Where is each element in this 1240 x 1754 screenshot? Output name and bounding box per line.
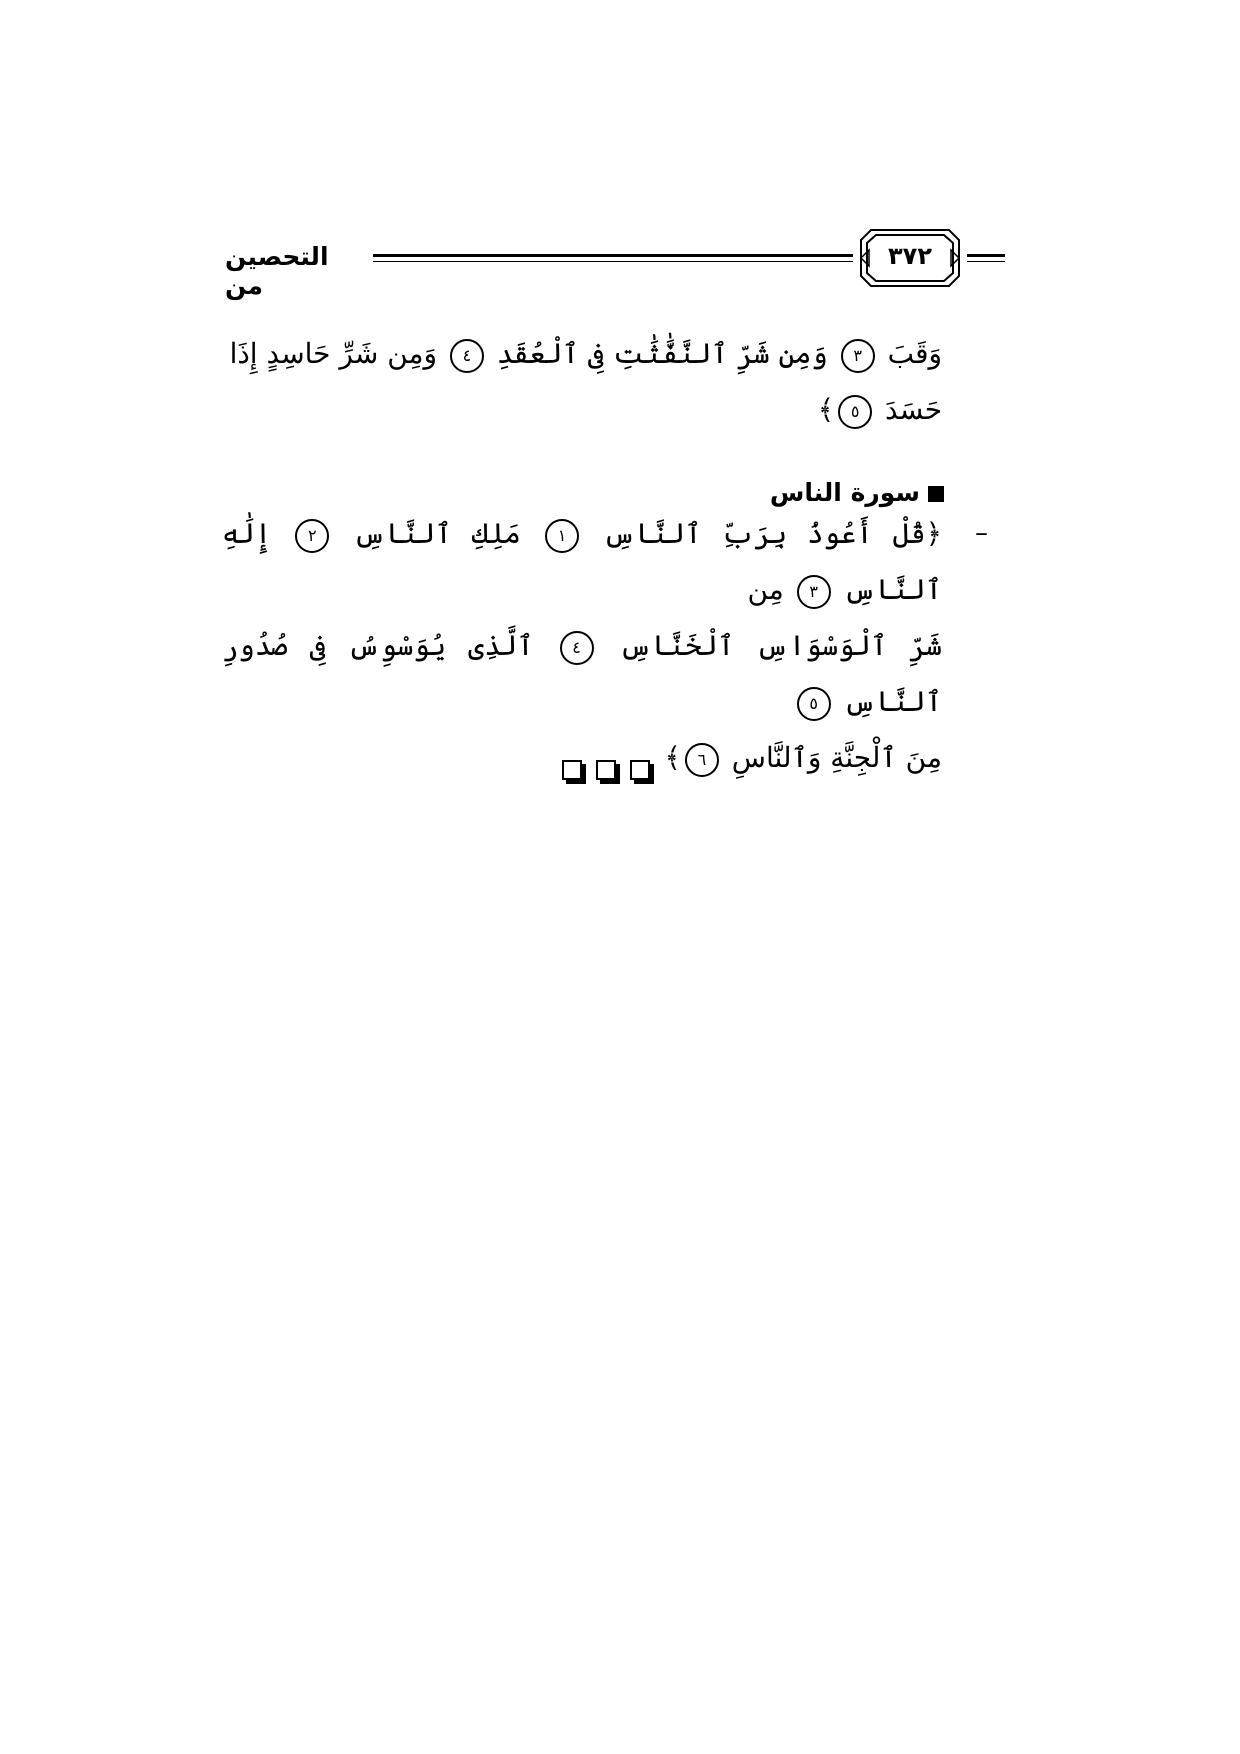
ayah-marker: ٥ <box>797 687 831 721</box>
shadow-square-icon <box>562 760 582 780</box>
ayah-marker: ٣ <box>841 339 875 373</box>
ayah-marker: ٤ <box>450 339 484 373</box>
section-heading <box>700 478 944 507</box>
verse-text: ﴿قُلْ أَعُوذُ بِرَبِّ ٱلنَّاسِ <box>603 517 943 550</box>
ayah-marker: ١ <box>545 519 579 553</box>
header-rule-right <box>967 254 1005 262</box>
surah-falaq-ending <box>222 326 942 438</box>
verse-text: إِلَٰهِ ٱلنَّاسِ <box>222 517 942 606</box>
ayah-marker: ٣ <box>797 575 831 609</box>
verse-text: مِن <box>747 573 784 606</box>
section-heading-text: سورة الناس <box>769 478 920 507</box>
verse-text: مِنَ ٱلْجِنَّةِ وَٱلنَّاسِ <box>731 741 942 774</box>
header-rule-left <box>373 254 853 262</box>
list-dash: – <box>975 518 988 548</box>
running-title: التحصين من <box>225 242 329 300</box>
shadow-square-icon <box>596 760 616 780</box>
closing-bracket: ﴾ <box>817 393 835 426</box>
page-number: ٣٧٢ <box>888 242 932 270</box>
closing-bracket: ﴾ <box>664 741 681 774</box>
surah-nas-text <box>222 506 943 774</box>
ayah-marker: ٥ <box>838 395 872 429</box>
verse-text: وَقَبَ <box>887 337 942 370</box>
page-header <box>225 228 1005 300</box>
ayah-marker: ٤ <box>560 631 594 665</box>
section-end-marks <box>562 760 650 780</box>
verse-text: ٱلَّذِى يُوَسْوِسُ فِى صُدُورِ ٱلنَّاسِ <box>222 629 942 718</box>
verse-text: حَسَدَ <box>885 393 942 426</box>
ayah-marker: ٦ <box>685 743 719 777</box>
ayah-marker: ٢ <box>295 519 329 553</box>
verse-text: وَمِن شَرِّ حَاسِدٍ إِذَا <box>229 337 438 370</box>
verse-text: مَلِكِ ٱلنَّاسِ <box>353 517 521 550</box>
verse-text: شَرِّ ٱلْوَسْوَاسِ ٱلْخَنَّاسِ <box>619 629 942 662</box>
shadow-square-icon <box>630 760 650 780</box>
verse-text: وَمِن شَرِّ ٱلنَّفَّٰثَٰتِ فِى ٱلْعُقَدِ <box>496 337 828 370</box>
square-bullet-icon <box>928 486 944 502</box>
page-number-frame <box>859 228 961 288</box>
